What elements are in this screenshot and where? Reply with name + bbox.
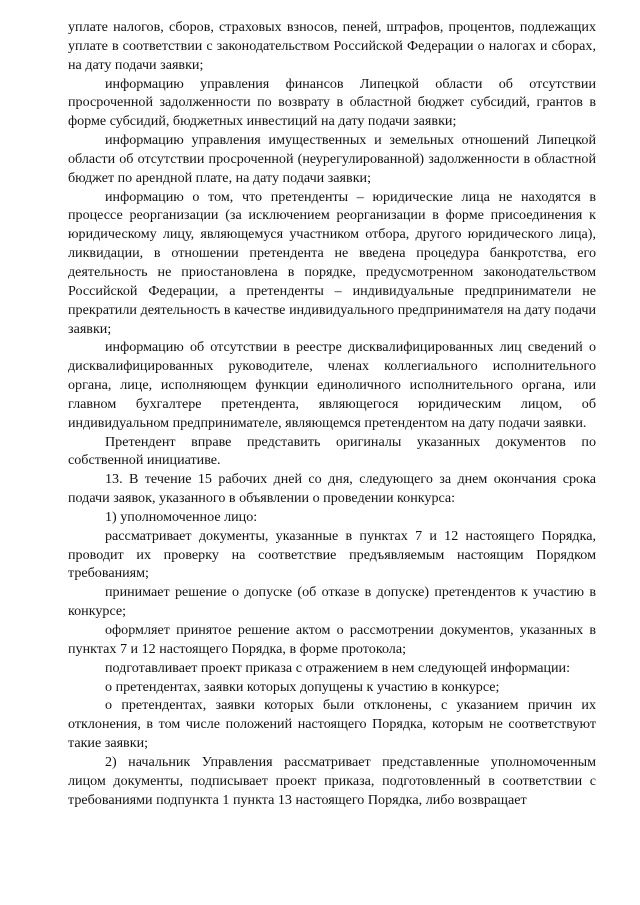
document-page bbox=[68, 18, 596, 809]
paragraph-protocol: оформляет принятое решение актом о рассмотрении документов, указанных в пунктах 7 и 12 настоящего Порядка, в форме протокола; bbox=[68, 622, 596, 657]
paragraph-admission-decision: принимает решение о допуске (об отказе в допуске) претендентов к участию в конкурсе; bbox=[68, 584, 596, 620]
paragraph-property-info: информацию управления имущественных и земельных отношений Липецкой области об отсутствии просроченной (неурегулированной) задолженности в областной бюджет по арендной плате, на дату подачи заявки; bbox=[68, 132, 596, 186]
paragraph-draft-order: подготавливает проект приказа с отражением в нем следующей информации: bbox=[105, 659, 570, 676]
paragraph-item-2: 2) начальник Управления рассматривает представленные уполномоченным лицом документы, подписывает проект приказа, подготовленный в соответствии с требованиями подпункта 1 пункта 13 настоящего Порядка, либо возвращает bbox=[68, 753, 596, 808]
paragraph-item-1: 1) уполномоченное лицо: bbox=[105, 508, 258, 525]
paragraph-tax-continuation: уплате налогов, сборов, страховых взносов, пеней, штрафов, процентов, подлежащих уплате в соответствии с законодательством Российской Федерации о налогах и сборах, на дату подачи заявки; bbox=[68, 19, 596, 73]
paragraph-reviews-documents: рассматривает документы, указанные в пунктах 7 и 12 настоящего Порядка, проводит их проверку на соответствие предъявляемым настоящим Порядком требованиям; bbox=[68, 527, 596, 582]
paragraph-finance-info: информацию управления финансов Липецкой области об отсутствии просроченной задолженности по возврату в областной бюджет субсидий, грантов в форме субсидий, бюджетных инвестиций на дату подачи заявки; bbox=[68, 75, 596, 130]
paragraph-originals-right: Претендент вправе представить оригиналы указанных документов по собственной инициативе. bbox=[68, 433, 596, 469]
paragraph-clause-13: 13. В течение 15 рабочих дней со дня, следующего за днем окончания срока подачи заявок, указанного в объявлении о проведении конкурса: bbox=[68, 471, 596, 507]
paragraph-rejected-applicants: о претендентах, заявки которых были отклонены, с указанием причин их отклонения, в том числе положений настоящего Порядка, которым не соответствуют такие заявки; bbox=[68, 697, 596, 752]
paragraph-disqualified-registry: информацию об отсутствии в реестре дисквалифицированных лиц сведений о дисквалифицированных руководителе, членах коллегиального исполнительного органа, лице, исполняющем функции единоличного исполнительного органа, или главном бухгалтере претендента, являющегося юридическим лицом, об индивидуальном предпринимателе, являющемся претендентом на дату подачи заявки. bbox=[68, 339, 596, 431]
paragraph-reorganization-info: информацию о том, что претенденты – юридические лица не находятся в процессе реорганизации (за исключением реорганизации в форме присоединения к юридическому лицу, являющемуся участником отбора, другого юридического лица), ликвидации, в отношении претендента не введена процедура банкротства, его деятельность не приостановлена в порядке, предусмотренном законодательством Российской Федерации, а претенденты – индивидуальные предприниматели не прекратили деятельность в качестве индивидуального предпринимателя на дату подачи заявки; bbox=[68, 188, 596, 337]
paragraph-admitted-applicants: о претендентах, заявки которых допущены к участию в конкурсе; bbox=[105, 678, 500, 695]
